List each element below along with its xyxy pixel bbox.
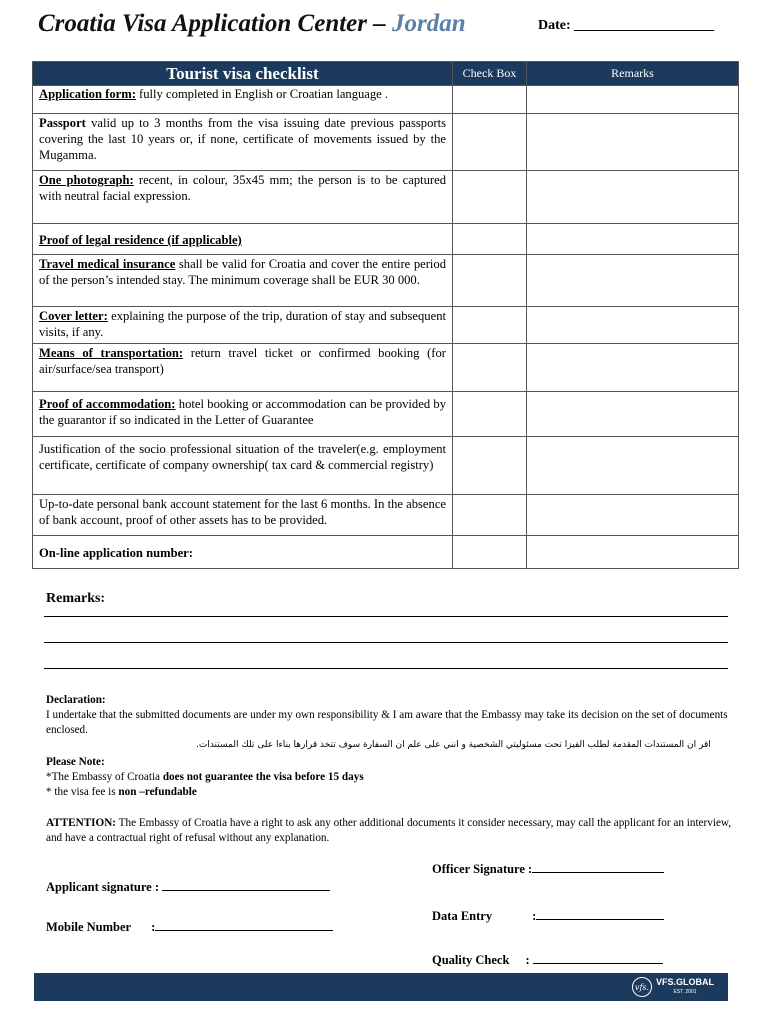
remarks-line[interactable] (44, 642, 728, 643)
table-row (33, 171, 739, 224)
declaration (46, 693, 732, 753)
vfs-brand: VFS.GLOBAL EST. 2001 (656, 977, 714, 995)
data-entry[interactable]: Data Entry : (432, 909, 664, 924)
table-row (33, 536, 739, 569)
check-box-cell[interactable] (453, 307, 527, 344)
remarks-cell[interactable] (527, 307, 739, 344)
table-row (33, 344, 739, 392)
remarks-cell[interactable] (527, 114, 739, 171)
title-country: Jordan (392, 10, 466, 37)
item-cover-letter: Cover letter: explaining the purpose of the trip, duration of stay and subsequent visits, if any. (33, 307, 453, 344)
check-box-cell[interactable] (453, 344, 527, 392)
remarks-cell[interactable] (527, 392, 739, 437)
page-title (38, 10, 466, 38)
check-box-cell[interactable] (453, 171, 527, 224)
item-passport: Passport valid up to 3 months from the visa issuing date previous passports covering the last 10 years or, if none, certificate of movements issued by the Mugamma. (33, 114, 453, 171)
remarks-line[interactable] (44, 616, 728, 617)
remarks-cell[interactable] (527, 344, 739, 392)
note-line-2: * the visa fee is non –refundable (46, 786, 197, 798)
remarks-cell[interactable] (527, 437, 739, 495)
declaration-arabic: اقر ان المستندات المقدمة لطلب الفيزا تحت مسئوليتي الشخصية و انني على علم ان السفارة سوف تتخذ قرارها بناءا على تلك المستندات. (196, 740, 711, 750)
attention-text: The Embassy of Croatia have a right to ask any other additional documents it consider necessary, may call the applicant for an interview, and have a contractual right of refusal without any explanation. (46, 817, 732, 844)
please-note (46, 755, 364, 800)
table-row (33, 86, 739, 114)
declaration-heading: Declaration: (46, 694, 106, 706)
col-check-box: Check Box (453, 62, 527, 86)
table-row (33, 224, 739, 255)
attention-notice (46, 816, 732, 846)
note-heading: Please Note: (46, 756, 105, 768)
item-application-form: Application form: fully completed in English or Croatian language . (33, 86, 453, 114)
table-row (33, 437, 739, 495)
table-row (33, 255, 739, 307)
applicant-signature[interactable]: Applicant signature : (46, 880, 330, 895)
item-online-application-number: On-line application number: (33, 536, 453, 569)
footer-bar (34, 973, 728, 1001)
remarks-cell[interactable] (527, 224, 739, 255)
declaration-text: I undertake that the submitted documents are under my own responsibility & I am aware that the Embassy may take its decision on the set of documents enclosed. (46, 709, 728, 736)
table-row (33, 307, 739, 344)
check-box-cell[interactable] (453, 255, 527, 307)
item-medical-insurance: Travel medical insurance shall be valid for Croatia and cover the entire period of the person’s intended stay. The minimum coverage shall be EUR 30 000. (33, 255, 453, 307)
check-box-cell[interactable] (453, 392, 527, 437)
item-photograph: One photograph: recent, in colour, 35x45 mm; the person is to be captured with neutral facial expression. (33, 171, 453, 224)
table-title: Tourist visa checklist (33, 62, 453, 86)
item-transportation: Means of transportation: return travel ticket or confirmed booking (for air/surface/sea transport) (33, 344, 453, 392)
check-box-cell[interactable] (453, 114, 527, 171)
item-legal-residence: Proof of legal residence (if applicable) (33, 224, 453, 255)
remarks-cell[interactable] (527, 536, 739, 569)
remarks-cell[interactable] (527, 86, 739, 114)
check-box-cell[interactable] (453, 86, 527, 114)
table-row (33, 392, 739, 437)
item-bank-statement: Up-to-date personal bank account statement for the last 6 months. In the absence of bank account, proof of other assets has to be provided. (33, 495, 453, 536)
table-row (33, 495, 739, 536)
remarks-cell[interactable] (527, 171, 739, 224)
officer-signature[interactable]: Officer Signature : (432, 862, 664, 877)
check-box-cell[interactable] (453, 536, 527, 569)
mobile-number[interactable]: Mobile Number : (46, 920, 333, 935)
vfs-global-logo (632, 977, 714, 997)
title-main: Croatia Visa Application Center – (38, 10, 386, 37)
col-remarks: Remarks (527, 62, 739, 86)
vfs-logo-icon: vfs. (632, 977, 652, 997)
remarks-title: Remarks: (46, 591, 106, 606)
checklist-table (32, 61, 739, 569)
check-box-cell[interactable] (453, 224, 527, 255)
date-field[interactable]: Date: ____________________ (538, 18, 715, 33)
note-line-1: *The Embassy of Croatia does not guarantee the visa before 15 days (46, 771, 364, 783)
item-socio-professional: Justification of the socio professional situation of the traveler(e.g. employment certificate, certificate of company ownership( tax card & commercial registry) (33, 437, 453, 495)
quality-check[interactable]: Quality Check : (432, 953, 663, 968)
table-header-row (33, 62, 739, 86)
check-box-cell[interactable] (453, 437, 527, 495)
remarks-line[interactable] (44, 668, 728, 669)
item-accommodation: Proof of accommodation: hotel booking or accommodation can be provided by the guarantor if so indicated in the Letter of Guarantee (33, 392, 453, 437)
check-box-cell[interactable] (453, 495, 527, 536)
remarks-cell[interactable] (527, 495, 739, 536)
attention-label: ATTENTION: (46, 817, 117, 829)
table-row (33, 114, 739, 171)
remarks-cell[interactable] (527, 255, 739, 307)
